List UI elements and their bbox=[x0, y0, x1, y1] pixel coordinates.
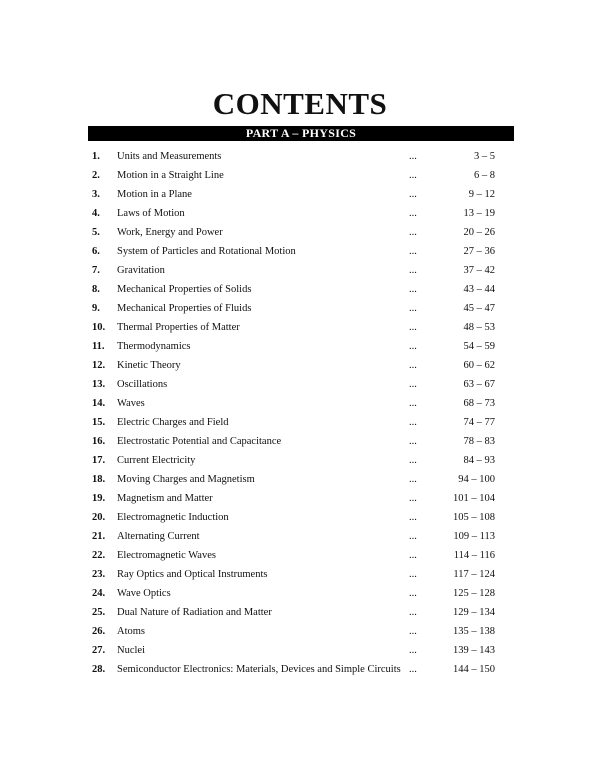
page-range: 105 – 108 bbox=[453, 512, 495, 523]
toc-entry bbox=[0, 261, 600, 280]
toc-entry bbox=[0, 242, 600, 261]
page-range: 114 – 116 bbox=[453, 550, 495, 561]
chapter-number: 13. bbox=[92, 379, 106, 390]
toc-entry bbox=[0, 280, 600, 299]
chapter-title: Thermal Properties of Matter bbox=[117, 322, 240, 333]
chapter-title: Mechanical Properties of Solids bbox=[117, 284, 252, 295]
toc-entry bbox=[0, 641, 600, 660]
dot-leader: ... bbox=[409, 227, 417, 238]
toc-entry bbox=[0, 185, 600, 204]
chapter-title: Magnetism and Matter bbox=[117, 493, 213, 504]
dot-leader: ... bbox=[409, 626, 417, 637]
dot-leader: ... bbox=[409, 512, 417, 523]
chapter-title: Wave Optics bbox=[117, 588, 171, 599]
page-range: 43 – 44 bbox=[463, 284, 495, 295]
page-range: 101 – 104 bbox=[453, 493, 495, 504]
chapter-title: Motion in a Straight Line bbox=[117, 170, 224, 181]
chapter-title: Oscillations bbox=[117, 379, 168, 390]
page-range: 54 – 59 bbox=[463, 341, 495, 352]
page-range: 9 – 12 bbox=[468, 189, 495, 200]
page-title: CONTENTS bbox=[212, 86, 388, 121]
chapter-title: Nuclei bbox=[117, 645, 145, 656]
page-range: 45 – 47 bbox=[463, 303, 495, 314]
page-range: 68 – 73 bbox=[463, 398, 495, 409]
dot-leader: ... bbox=[409, 645, 417, 656]
toc-entry bbox=[0, 337, 600, 356]
chapter-title: Current Electricity bbox=[117, 455, 196, 466]
page-range: 84 – 93 bbox=[463, 455, 495, 466]
page-range: 37 – 42 bbox=[463, 265, 495, 276]
chapter-title: System of Particles and Rotational Motion bbox=[117, 246, 296, 257]
chapter-title: Ray Optics and Optical Instruments bbox=[117, 569, 268, 580]
page-range: 78 – 83 bbox=[463, 436, 495, 447]
toc-entry bbox=[0, 451, 600, 470]
dot-leader: ... bbox=[409, 341, 417, 352]
chapter-number: 28. bbox=[92, 664, 106, 675]
chapter-title: Electromagnetic Waves bbox=[117, 550, 216, 561]
dot-leader: ... bbox=[409, 170, 417, 181]
dot-leader: ... bbox=[409, 379, 417, 390]
dot-leader: ... bbox=[409, 208, 417, 219]
dot-leader: ... bbox=[409, 664, 417, 675]
chapter-number: 17. bbox=[92, 455, 106, 466]
chapter-title: Mechanical Properties of Fluids bbox=[117, 303, 252, 314]
page-range: 6 – 8 bbox=[474, 170, 495, 181]
dot-leader: ... bbox=[409, 436, 417, 447]
chapter-number: 22. bbox=[92, 550, 106, 561]
page-range: 94 – 100 bbox=[458, 474, 495, 485]
toc-entry bbox=[0, 375, 600, 394]
page-range: 60 – 62 bbox=[463, 360, 495, 371]
page-range: 135 – 138 bbox=[453, 626, 495, 637]
chapter-number: 8. bbox=[92, 284, 100, 295]
dot-leader: ... bbox=[409, 569, 417, 580]
dot-leader: ... bbox=[409, 303, 417, 314]
dot-leader: ... bbox=[409, 284, 417, 295]
toc-entry bbox=[0, 413, 600, 432]
chapter-number: 27. bbox=[92, 645, 106, 656]
dot-leader: ... bbox=[409, 398, 417, 409]
dot-leader: ... bbox=[409, 455, 417, 466]
chapter-title: Gravitation bbox=[117, 265, 165, 276]
toc-entry bbox=[0, 204, 600, 223]
toc-entry bbox=[0, 470, 600, 489]
chapter-title: Alternating Current bbox=[117, 531, 200, 542]
chapter-number: 25. bbox=[92, 607, 106, 618]
chapter-title: Motion in a Plane bbox=[117, 189, 192, 200]
dot-leader: ... bbox=[409, 531, 417, 542]
chapter-title: Electromagnetic Induction bbox=[117, 512, 229, 523]
page-range: 129 – 134 bbox=[453, 607, 495, 618]
toc-entry bbox=[0, 565, 600, 584]
chapter-title: Atoms bbox=[117, 626, 146, 637]
section-header: PART A – PHYSICS bbox=[88, 126, 514, 141]
chapter-number: 2. bbox=[92, 170, 100, 181]
chapter-number: 15. bbox=[92, 417, 106, 428]
page-range: 117 – 124 bbox=[453, 569, 495, 580]
table-of-contents bbox=[0, 147, 600, 679]
chapter-title: Work, Energy and Power bbox=[117, 227, 223, 238]
toc-entry bbox=[0, 527, 600, 546]
page-range: 13 – 19 bbox=[463, 208, 495, 219]
chapter-number: 4. bbox=[92, 208, 100, 219]
toc-entry bbox=[0, 603, 600, 622]
chapter-number: 21. bbox=[92, 531, 106, 542]
chapter-number: 10. bbox=[92, 322, 106, 333]
toc-entry bbox=[0, 508, 600, 527]
dot-leader: ... bbox=[409, 189, 417, 200]
chapter-title: Thermodynamics bbox=[117, 341, 191, 352]
dot-leader: ... bbox=[409, 550, 417, 561]
chapter-number: 19. bbox=[92, 493, 106, 504]
chapter-number: 23. bbox=[92, 569, 106, 580]
chapter-number: 11. bbox=[92, 341, 105, 352]
toc-entry bbox=[0, 622, 600, 641]
toc-entry bbox=[0, 299, 600, 318]
chapter-number: 16. bbox=[92, 436, 106, 447]
page-range: 3 – 5 bbox=[474, 151, 495, 162]
chapter-title: Electric Charges and Field bbox=[117, 417, 229, 428]
dot-leader: ... bbox=[409, 588, 417, 599]
page-range: 125 – 128 bbox=[453, 588, 495, 599]
dot-leader: ... bbox=[409, 322, 417, 333]
toc-entry bbox=[0, 489, 600, 508]
toc-entry bbox=[0, 546, 600, 565]
chapter-title: Laws of Motion bbox=[117, 208, 185, 219]
chapter-title: Waves bbox=[117, 398, 145, 409]
page-range: 27 – 36 bbox=[463, 246, 495, 257]
chapter-number: 7. bbox=[92, 265, 100, 276]
dot-leader: ... bbox=[409, 474, 417, 485]
chapter-number: 3. bbox=[92, 189, 100, 200]
page-range: 144 – 150 bbox=[453, 664, 495, 675]
chapter-number: 18. bbox=[92, 474, 106, 485]
chapter-title: Kinetic Theory bbox=[117, 360, 181, 371]
chapter-number: 6. bbox=[92, 246, 100, 257]
dot-leader: ... bbox=[409, 417, 417, 428]
page-range: 63 – 67 bbox=[463, 379, 495, 390]
page-range: 48 – 53 bbox=[463, 322, 495, 333]
page-range: 109 – 113 bbox=[453, 531, 495, 542]
chapter-number: 5. bbox=[92, 227, 100, 238]
chapter-title: Dual Nature of Radiation and Matter bbox=[117, 607, 272, 618]
page-range: 139 – 143 bbox=[453, 645, 495, 656]
chapter-title: Moving Charges and Magnetism bbox=[117, 474, 255, 485]
dot-leader: ... bbox=[409, 246, 417, 257]
toc-entry bbox=[0, 223, 600, 242]
chapter-number: 26. bbox=[92, 626, 106, 637]
chapter-title: Semiconductor Electronics: Materials, Devices and Simple Circuits bbox=[117, 664, 401, 675]
page-range: 74 – 77 bbox=[463, 417, 495, 428]
toc-entry bbox=[0, 660, 600, 679]
chapter-number: 12. bbox=[92, 360, 106, 371]
dot-leader: ... bbox=[409, 265, 417, 276]
chapter-number: 14. bbox=[92, 398, 106, 409]
dot-leader: ... bbox=[409, 151, 417, 162]
toc-entry bbox=[0, 147, 600, 166]
toc-entry bbox=[0, 584, 600, 603]
dot-leader: ... bbox=[409, 360, 417, 371]
toc-entry bbox=[0, 394, 600, 413]
chapter-title: Electrostatic Potential and Capacitance bbox=[117, 436, 282, 447]
chapter-number: 20. bbox=[92, 512, 106, 523]
chapter-number: 1. bbox=[92, 151, 100, 162]
chapter-title: Units and Measurements bbox=[117, 151, 222, 162]
dot-leader: ... bbox=[409, 607, 417, 618]
page-range: 20 – 26 bbox=[463, 227, 495, 238]
dot-leader: ... bbox=[409, 493, 417, 504]
toc-entry bbox=[0, 318, 600, 337]
chapter-number: 24. bbox=[92, 588, 106, 599]
toc-entry bbox=[0, 356, 600, 375]
toc-entry bbox=[0, 166, 600, 185]
toc-entry bbox=[0, 432, 600, 451]
chapter-number: 9. bbox=[92, 303, 100, 314]
